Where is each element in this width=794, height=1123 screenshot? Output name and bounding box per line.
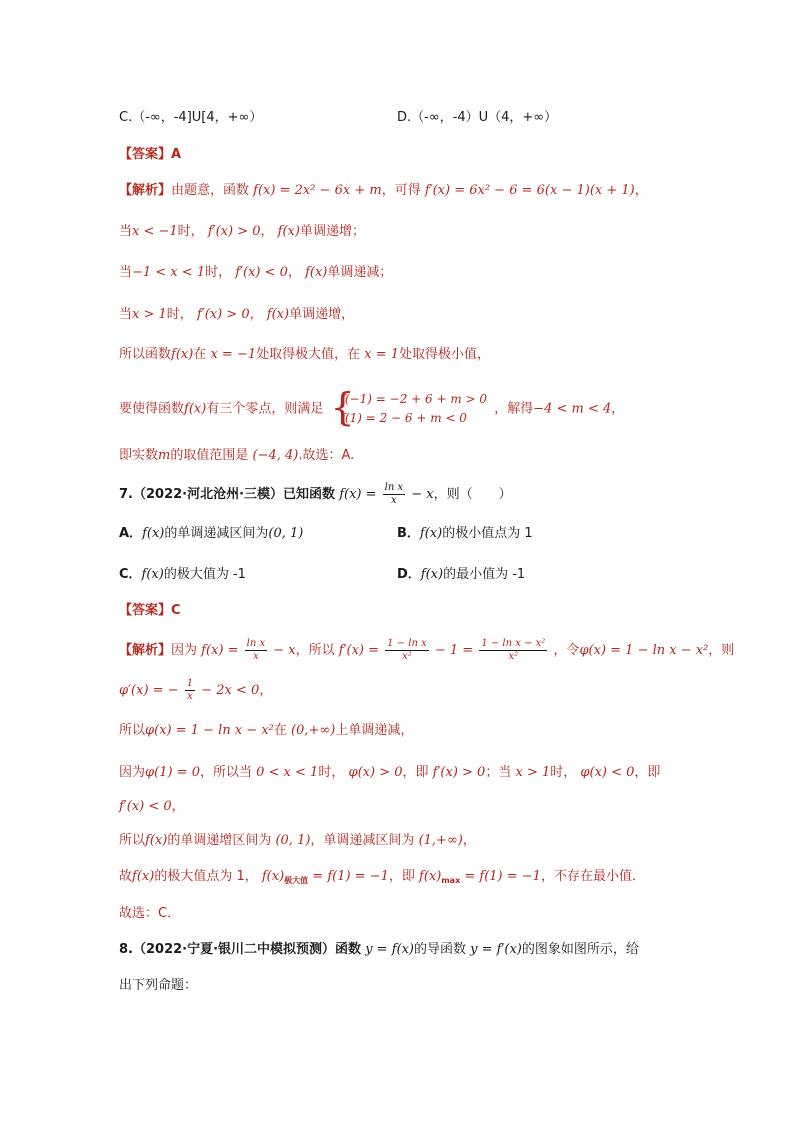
question-8-stem: 8.（2022·宁夏·银川二中模拟预测）函数 y = f(x)的导函数 y = f′(x)的图象如图所示，给 [119,942,639,957]
question-7-stem: 7.（2022·河北沧州·三模）已知函数 f(x) = $\frac{\text{ln x}}{x}$ − x，则（ ） [119,482,512,506]
q7-analysis-line-2: φ′(x) = − $\frac{1}{x}$ − 2x < 0， [119,678,273,702]
q7-analysis-line-4: 因为φ(1) = 0，所以当 0 < x < 1时， φ(x) > 0，即 f′(x) > 0；当 x > 1时， φ(x) < 0，即 [119,765,661,780]
answer-line: 【答案】A [119,147,182,162]
q7-analysis-line-5: f′(x) < 0， [119,799,185,814]
q7-analysis-line-1: 【解析】因为 f(x) = $\frac{\text{ln x}}{x}$ − x，所以 f′(x) = $\frac{\text{1 − ln x}}{\text{x²}}$ − 1 = $\frac{\text{1 − ln x − x²}}{\text{x²}}$ ，令φ(x) = 1 − ln x − x²，则 [119,638,735,662]
option-d-prev: D.（-∞，-4）U（4，+∞） [397,110,558,125]
option-a: A．f(x)的单调递减区间为(0, 1) [119,526,304,541]
analysis-line-6: 要使得函数f(x)有三个零点，则满足 { f(−1) = −2 + 6 + m > 0 f(1) = 2 − 6 + m < 0 ，解得−4 < m < 4， [119,385,625,429]
q7-analysis-line-6: 所以f(x)的单调递增区间为 (0, 1)，单调递减区间为 (1,+∞)， [119,833,476,848]
answer-line-q7: 【答案】C [119,603,181,618]
analysis-line-4: 当x > 1时， f′(x) > 0， f(x)单调递增， [119,307,355,322]
q7-analysis-line-8: 故选：C． [119,906,181,921]
analysis-line-5: 所以函数f(x)在 x = −1处取得极大值，在 x = 1处取得极小值， [119,347,491,362]
analysis-line-1: 【解析】由题意，函数 f(x) = 2x² − 6x + m，可得 f′(x) = 6x² − 6 = 6(x − 1)(x + 1)， [119,183,648,198]
option-d: D．f(x)的最小值为 -1 [397,567,526,582]
option-b: B．f(x)的极小值点为 1 [397,526,533,541]
analysis-line-7: 即实数m的取值范围是 (−4, 4).故选：A. [119,448,355,463]
option-c-prev: C.（-∞，-4]U[4，+∞） [119,110,263,125]
analysis-line-3: 当−1 < x < 1时， f′(x) < 0， f(x)单调递减； [119,265,393,280]
equation-system: { f(−1) = −2 + 6 + m > 0 f(1) = 2 − 6 + m < 0 [330,385,488,429]
question-8-stem-line-2: 出下列命题： [119,978,198,993]
q7-analysis-line-3: 所以φ(x) = 1 − ln x − x²在 (0,+∞)上单调递减， [119,723,414,738]
analysis-line-2: 当x < −1时， f′(x) > 0， f(x)单调递增； [119,224,365,239]
q7-analysis-line-7: 故f(x)的极大值点为 1， $f(x)_{极大值} = f(1) = -1$，即 $f(x)_{max} = f(1) = -1$，不存在最小值． [119,869,645,885]
option-c: C．f(x)的极大值为 -1 [119,567,246,582]
